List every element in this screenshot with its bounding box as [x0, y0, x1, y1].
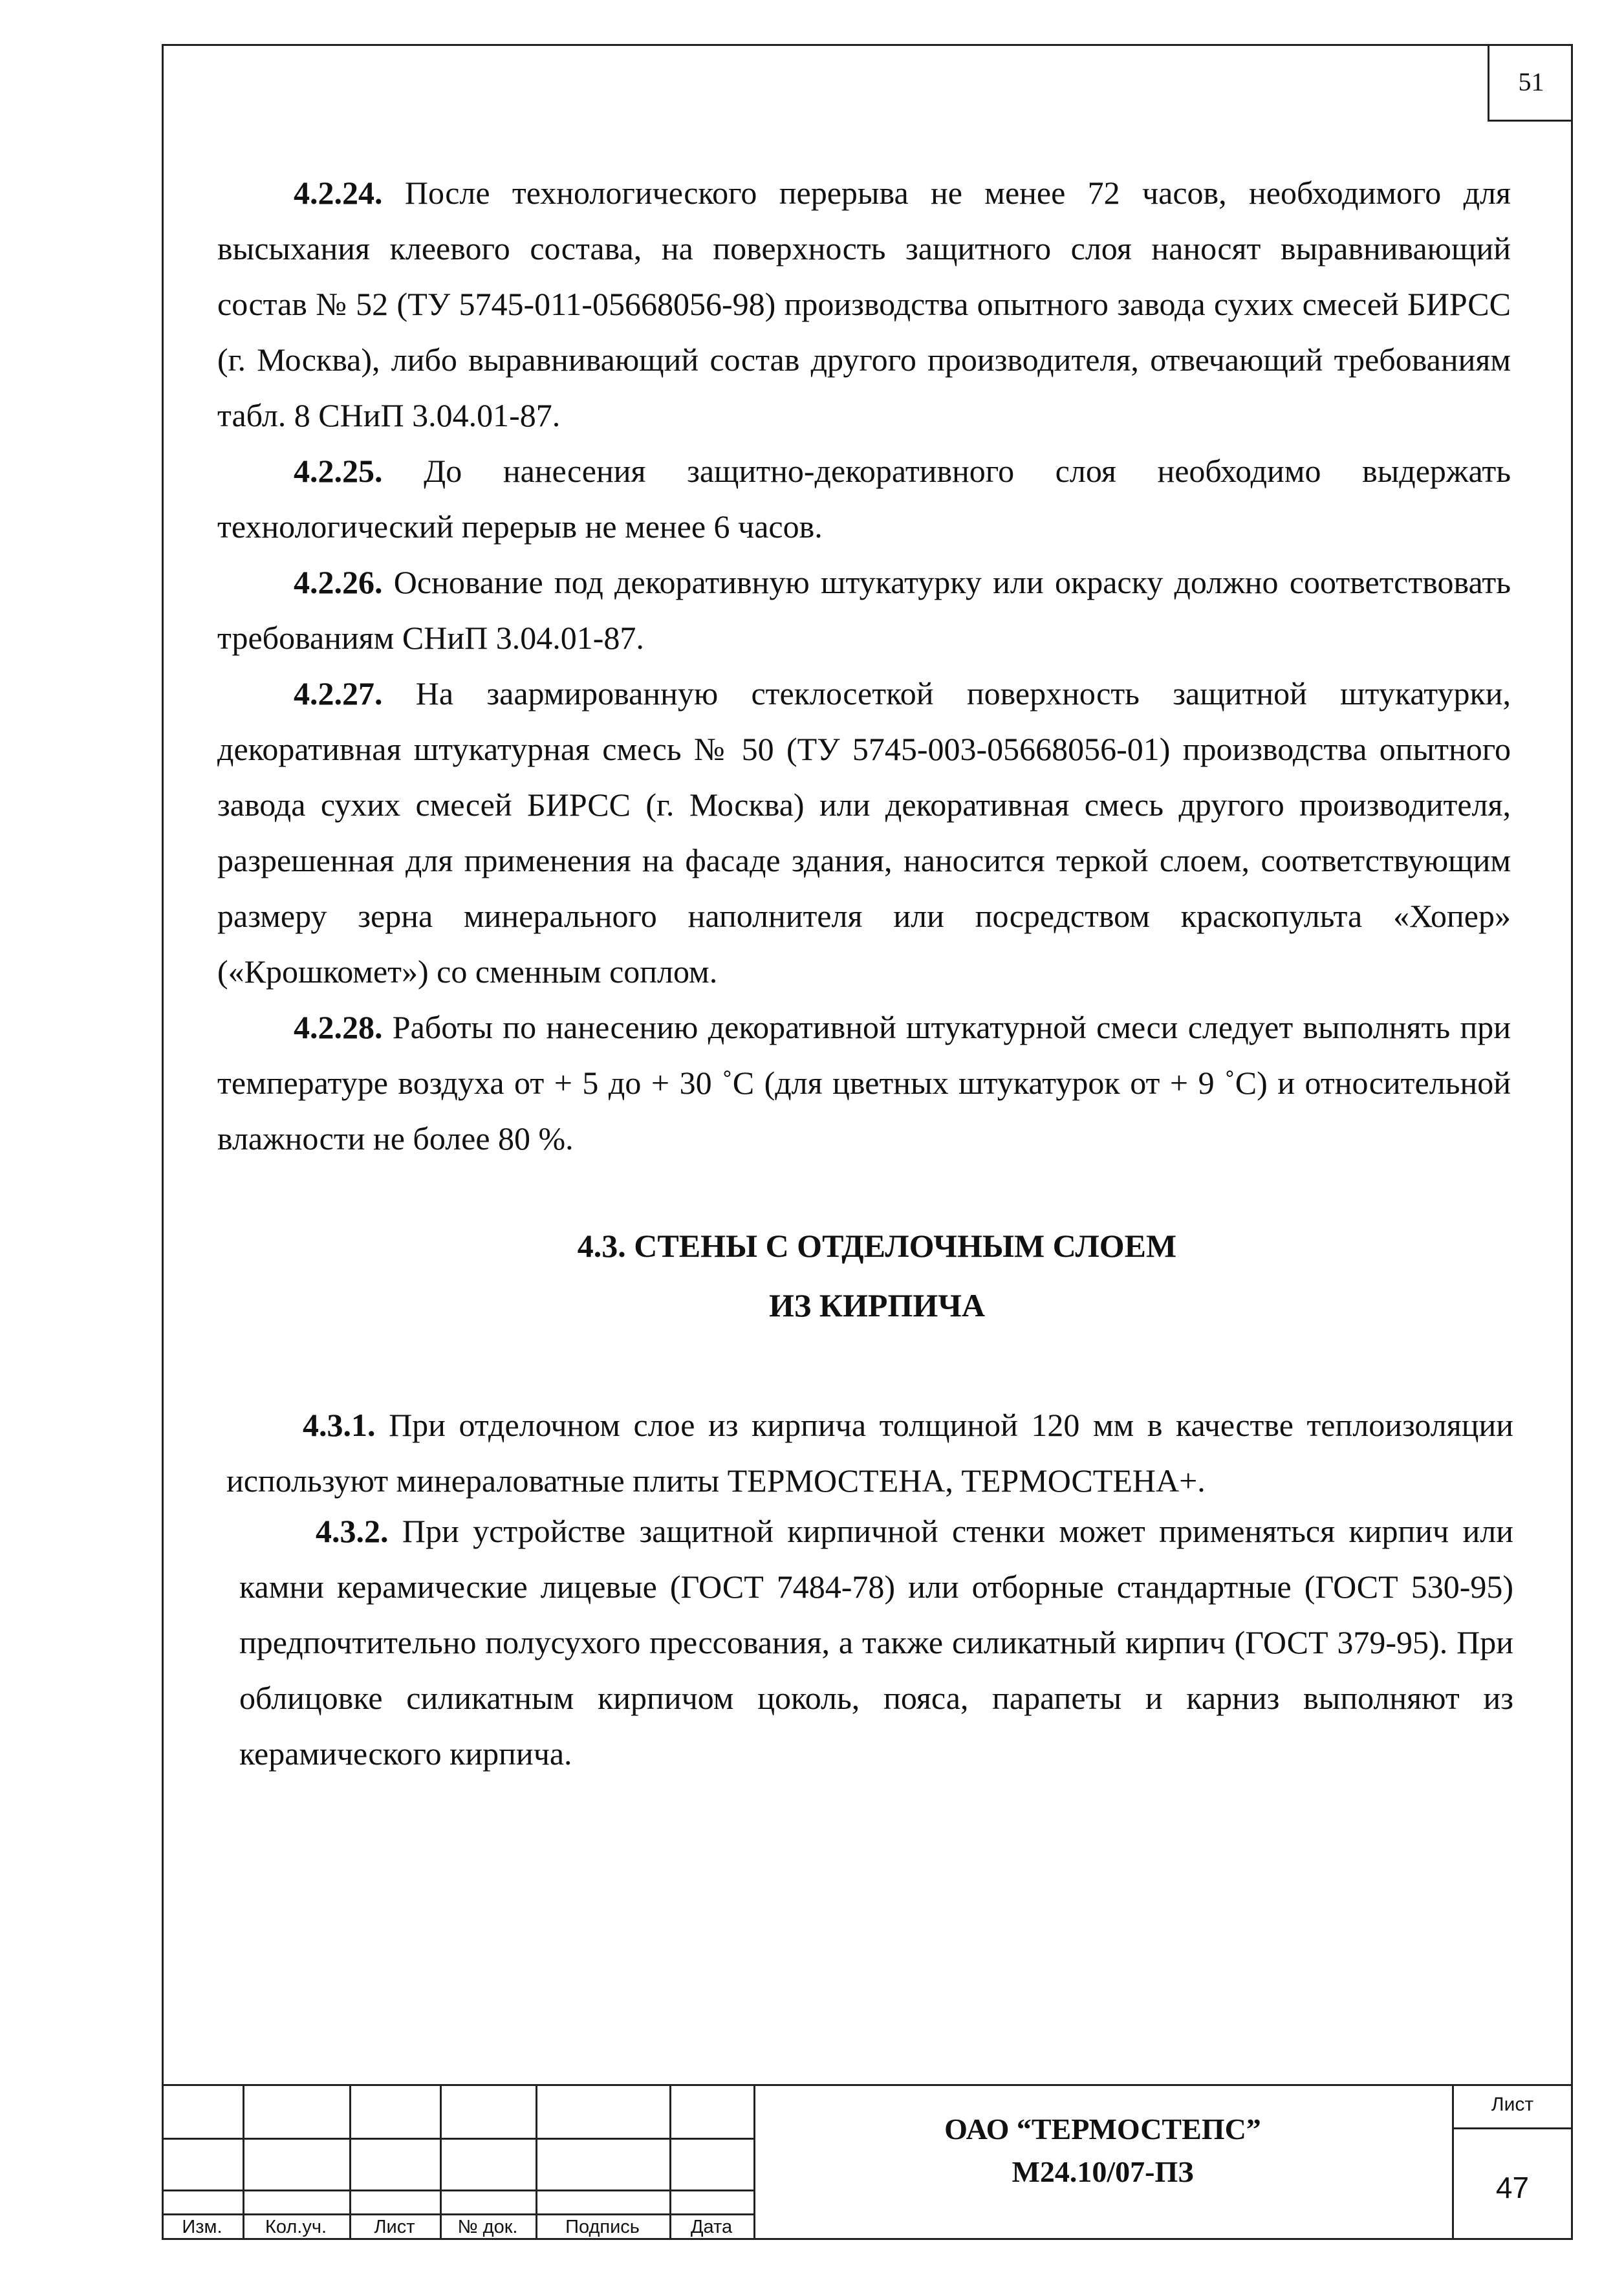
paragraph-text: Основание под декоративную штукатурку или окраску должно соответствовать требованиям СНиП 3.04.01-87.: [217, 564, 1511, 656]
section-heading-4-3: [217, 1216, 1537, 1335]
paragraph-4-3-2: [239, 1503, 1513, 1781]
paragraph-number: 4.3.2.: [316, 1513, 389, 1549]
column-header-count: Кол.уч.: [265, 2217, 327, 2237]
paragraph-text: На заармированную стеклосеткой поверхность защитной штукатурки, декоративная штукатурная смесь № 50 (ТУ 5745-003-05668056-01) производства опытного завода сухих смесей БИРСС (г. Москва) или декоративная смесь другого производителя, разрешенная для применения на фасаде здания, наносится теркой слоем, соответствующим размеру зерна минерального наполнителя или посредством краскопульта «Хопер» («Крошкомет») со сменным соплом.: [217, 675, 1511, 990]
paragraph-4-2-27: [217, 666, 1511, 999]
paragraph-text: После технологического перерыва не менее 72 часов, необходимого для высыхания клеевого состава, на поверхность защитного слоя наносят выравнивающий состав № 52 (ТУ 5745-011-05668056-98) производства опытного завода сухих смесей БИРСС (г. Москва), либо выравнивающий состав другого производителя, отвечающий требованиям табл. 8 СНиП 3.04.01-87.: [217, 175, 1511, 433]
section-4-3-2-body: [239, 1503, 1513, 1781]
section-4-3-1-body: [226, 1397, 1513, 1508]
organization-block: [753, 2108, 1452, 2193]
page-number: 51: [1488, 44, 1573, 122]
column-header-date: Дата: [690, 2217, 733, 2237]
paragraph-text: При отделочном слое из кирпича толщиной 120 мм в качестве теплоизоляции используют минераловатные плиты ТЕРМОСТЕНА, ТЕРМОСТЕНА+.: [226, 1407, 1513, 1499]
column-header-doc-number: № док.: [457, 2217, 518, 2237]
paragraph-text: До нанесения защитно-декоративного слоя необходимо выдержать технологический перерыв не менее 6 часов.: [217, 453, 1511, 545]
organization-name: ОАО “ТЕРМОСТЕПС”: [944, 2113, 1261, 2146]
column-header-signature: Подпись: [565, 2217, 640, 2237]
heading-line-2: ИЗ КИРПИЧА: [768, 1287, 986, 1323]
paragraph-number: 4.2.26.: [294, 564, 383, 600]
paragraph-text: При устройстве защитной кирпичной стенки может применяться кирпич или камни керамические лицевые (ГОСТ 7484-78) или отборные стандартные (ГОСТ 530-95) предпочтительно полусухого прессования, а также силикатный кирпич (ГОСТ 379-95). При облицовке силикатным кирпичом цоколь, пояса, парапеты и карниз выполняют из керамического кирпича.: [239, 1513, 1513, 1772]
column-header-change: Изм.: [182, 2217, 222, 2237]
paragraph-number: 4.2.28.: [294, 1009, 383, 1045]
paragraph-4-2-24: [217, 165, 1511, 443]
title-block-rule: [162, 2138, 753, 2140]
heading-line-1: 4.3. СТЕНЫ С ОТДЕЛОЧНЫМ СЛОЕМ: [577, 1228, 1177, 1264]
paragraph-text: Работы по нанесению декоративной штукатурной смеси следует выполнять при температуре воздуха от + 5 до + 30 ˚С (для цветных штукатурок от + 9 ˚С) и относительной влажности не более 80 %.: [217, 1009, 1511, 1157]
paragraph-4-3-1: [226, 1397, 1513, 1508]
paragraph-number: 4.2.24.: [294, 175, 383, 211]
title-block: [162, 2084, 1573, 2240]
title-block-rule: [1452, 2127, 1573, 2129]
title-block-rule: [162, 2190, 753, 2191]
column-header-sheet: Лист: [374, 2217, 415, 2237]
paragraph-number: 4.3.1.: [303, 1407, 376, 1443]
document-code: М24.10/07-ПЗ: [1012, 2155, 1194, 2188]
paragraph-4-2-26: [217, 554, 1511, 666]
paragraph-number: 4.2.25.: [294, 453, 383, 489]
sheet-label: Лист: [1491, 2094, 1534, 2115]
paragraph-4-2-25: [217, 443, 1511, 554]
paragraph-number: 4.2.27.: [294, 675, 383, 712]
section-4-2-body: [217, 165, 1511, 1166]
sheet-number: 47: [1495, 2171, 1530, 2204]
title-block-rule: [162, 2213, 753, 2215]
paragraph-4-2-28: [217, 999, 1511, 1166]
